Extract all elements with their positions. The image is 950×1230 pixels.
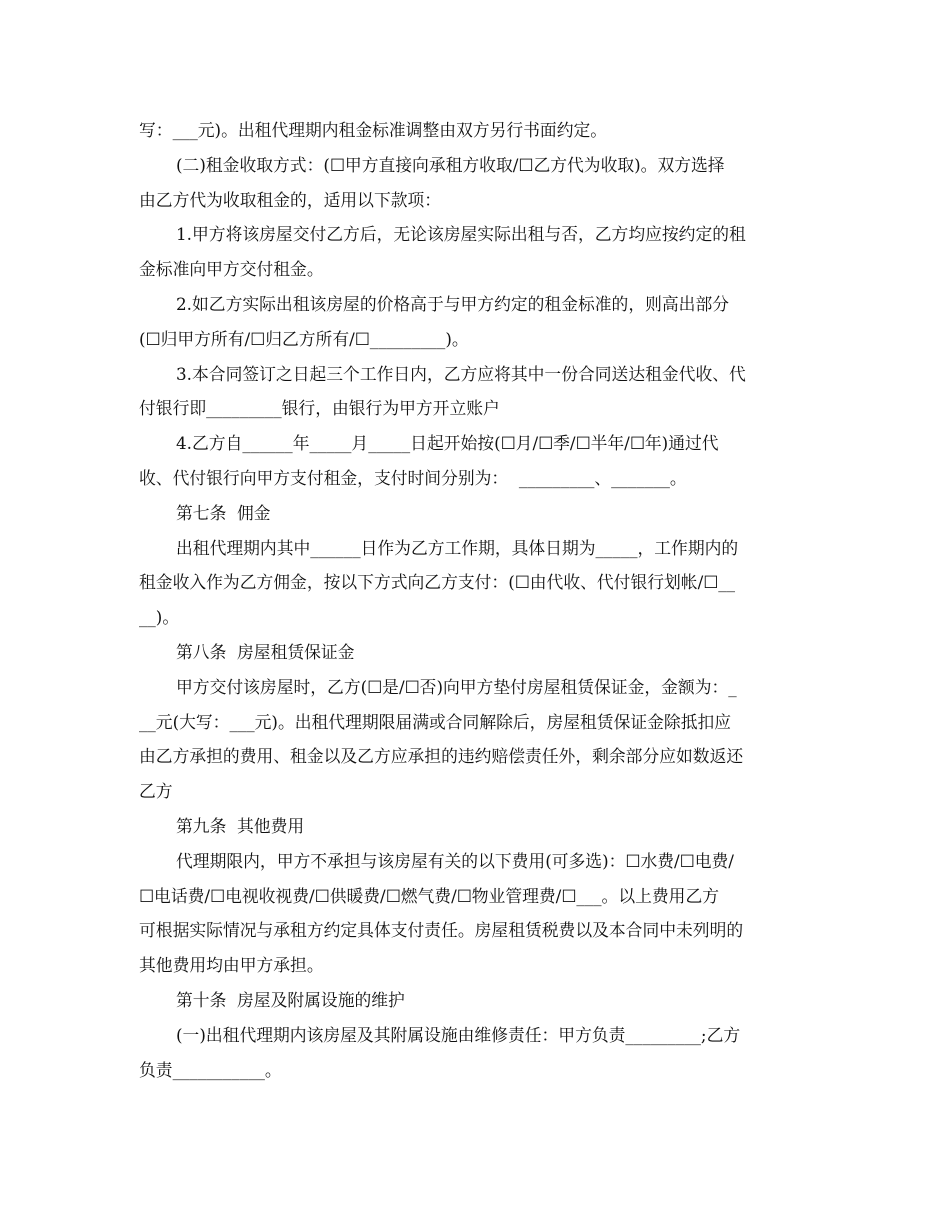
text-line: 其他费用均由甲方承担。 — [139, 955, 324, 976]
text-line: 由乙方承担的费用、租金以及乙方应承担的违约赔偿责任外，剩余部分应如数返还 — [139, 746, 744, 767]
text-line: 可根据实际情况与承租方约定具体支付责任。房屋租赁税费以及本合同中未列明的 — [139, 920, 744, 941]
article-9-heading: 第九条 其他费用 — [176, 815, 305, 836]
text-line: __元(大写：___元)。出租代理期限届满或合同解除后，房屋租赁保证金除抵扣应 — [139, 711, 732, 732]
item-3: 3.本合同签订之日起三个工作日内，乙方应将其中一份合同送达租金代收、代 — [176, 363, 746, 384]
text-line: (☐归甲方所有/☐归乙方所有/☐_________)。 — [139, 328, 469, 349]
text-line: __)。 — [139, 607, 180, 628]
item-2: 2.如乙方实际出租该房屋的价格高于与甲方约定的租金标准的，则高出部分 — [176, 293, 730, 314]
article-8-body: 甲方交付该房屋时，乙方(☐是/☐否)向甲方垫付房屋租赁保证金，金额为：_ — [176, 676, 737, 697]
item-1: 1.甲方将该房屋交付乙方后，无论该房屋实际出租与否，乙方均应按约定的租 — [176, 224, 746, 245]
item-4: 4.乙方自______年_____月_____日起开始按(☐月/☐季/☐半年/☐年)通过代 — [176, 433, 719, 454]
clause-rent-collection-method: (二)租金收取方式：(☐甲方直接向承租方收取/☐乙方代为收取)。双方选择 — [176, 154, 725, 175]
text-line: 金标准向甲方交付租金。 — [139, 259, 324, 280]
article-7-heading: 第七条 佣金 — [176, 502, 271, 523]
text-line: 租金收入作为乙方佣金，按以下方式向乙方支付：(☐由代收、代付银行划帐/☐__ — [139, 572, 736, 593]
text-line: 由乙方代为收取租金的，适用以下款项： — [139, 189, 442, 210]
article-10-body: (一)出租代理期内该房屋及其附属设施由维修责任：甲方负责_________;乙方 — [176, 1024, 741, 1045]
article-10-heading: 第十条 房屋及附属设施的维护 — [176, 989, 405, 1010]
text-line: 乙方 — [139, 781, 173, 802]
text-line: ☐电话费/☐电视收视费/☐供暖费/☐燃气费/☐物业管理费/☐___。以上费用乙方 — [139, 885, 720, 906]
article-7-body: 出租代理期内其中______日作为乙方工作期，具体日期为_____，工作期内的 — [176, 537, 739, 558]
text-line: 写：___元)。出租代理期内租金标准调整由双方另行书面约定。 — [139, 120, 608, 140]
document-body — [139, 113, 814, 1087]
article-9-body: 代理期限内，甲方不承担与该房屋有关的以下费用(可多选)：☐水费/☐电费/ — [176, 850, 734, 871]
text-line: 收、代付银行向甲方支付租金，支付时间分别为： _________、_______。 — [139, 467, 687, 488]
text-line: 付银行即_________银行，由银行为甲方开立账户 — [139, 398, 500, 419]
text-line: 负责___________。 — [139, 1059, 282, 1080]
article-8-heading: 第八条 房屋租赁保证金 — [176, 641, 355, 662]
